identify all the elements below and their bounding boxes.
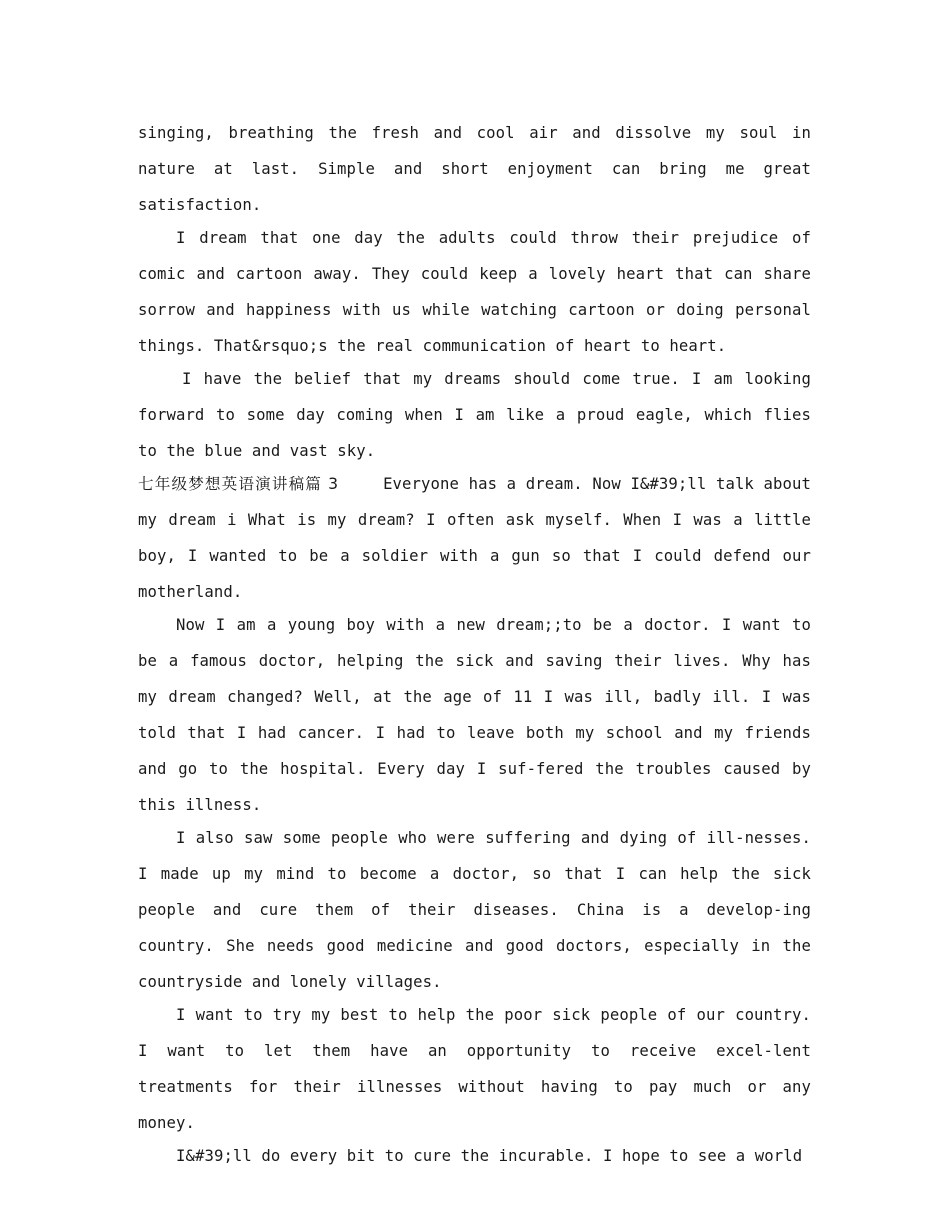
paragraph-dream-adults: I dream that one day the adults could throw their prejudice of comic and cartoon away. They could keep a lovely heart that can share sorrow and happiness with us while watching cartoon or doing personal things. That&rsquo;s the real communication of heart to heart.: [138, 229, 811, 355]
paragraph-help-poor: I want to try my best to help the poor sick people of our country. I want to let them have an opportunity to receive excel-lent treatments for their illnesses without having to pay much or any money.: [138, 1006, 811, 1132]
paragraph-illnesses: I also saw some people who were suffering and dying of ill-nesses. I made up my mind to become a doctor, so that I can help the sick people and cure them of their diseases. China is a develop-ing country. She needs good medicine and good doctors, especially in the countryside and lonely villages.: [138, 829, 811, 991]
document-page: [138, 115, 811, 1171]
paragraph-continuation: singing, breathing the fresh and cool air and dissolve my soul in nature at last. Simple and short enjoyment can bring me great satisfaction.: [138, 124, 811, 214]
paragraph-new-dream: Now I am a young boy with a new dream;;to be a doctor. I want to be a famous doctor, helping the sick and saving their lives. Why has my dream changed? Well, at the age of 11 I was ill, badly ill. I was told that I had cancer. I had to leave both my school and my friends and go to the hospital. Every day I suf-fered the troubles caused by this illness.: [138, 616, 811, 814]
paragraph-cure-incurable: I&#39;ll do every bit to cure the incurable. I hope to see a world: [176, 1147, 803, 1165]
section-heading: 七年级梦想英语演讲稿篇 3: [138, 475, 340, 493]
paragraph-everyone-has-a-dream: Everyone has a dream. Now I&#39;ll talk about my dream i What is my dream? I often ask myself. When I was a little boy, I wanted to be a soldier with a gun so that I could defend our motherland.: [138, 475, 811, 601]
paragraph-section-3-intro: [138, 466, 811, 610]
paragraph-belief: I have the belief that my dreams should come true. I am looking forward to some day coming when I am like a proud eagle, which flies to the blue and vast sky.: [138, 370, 811, 460]
